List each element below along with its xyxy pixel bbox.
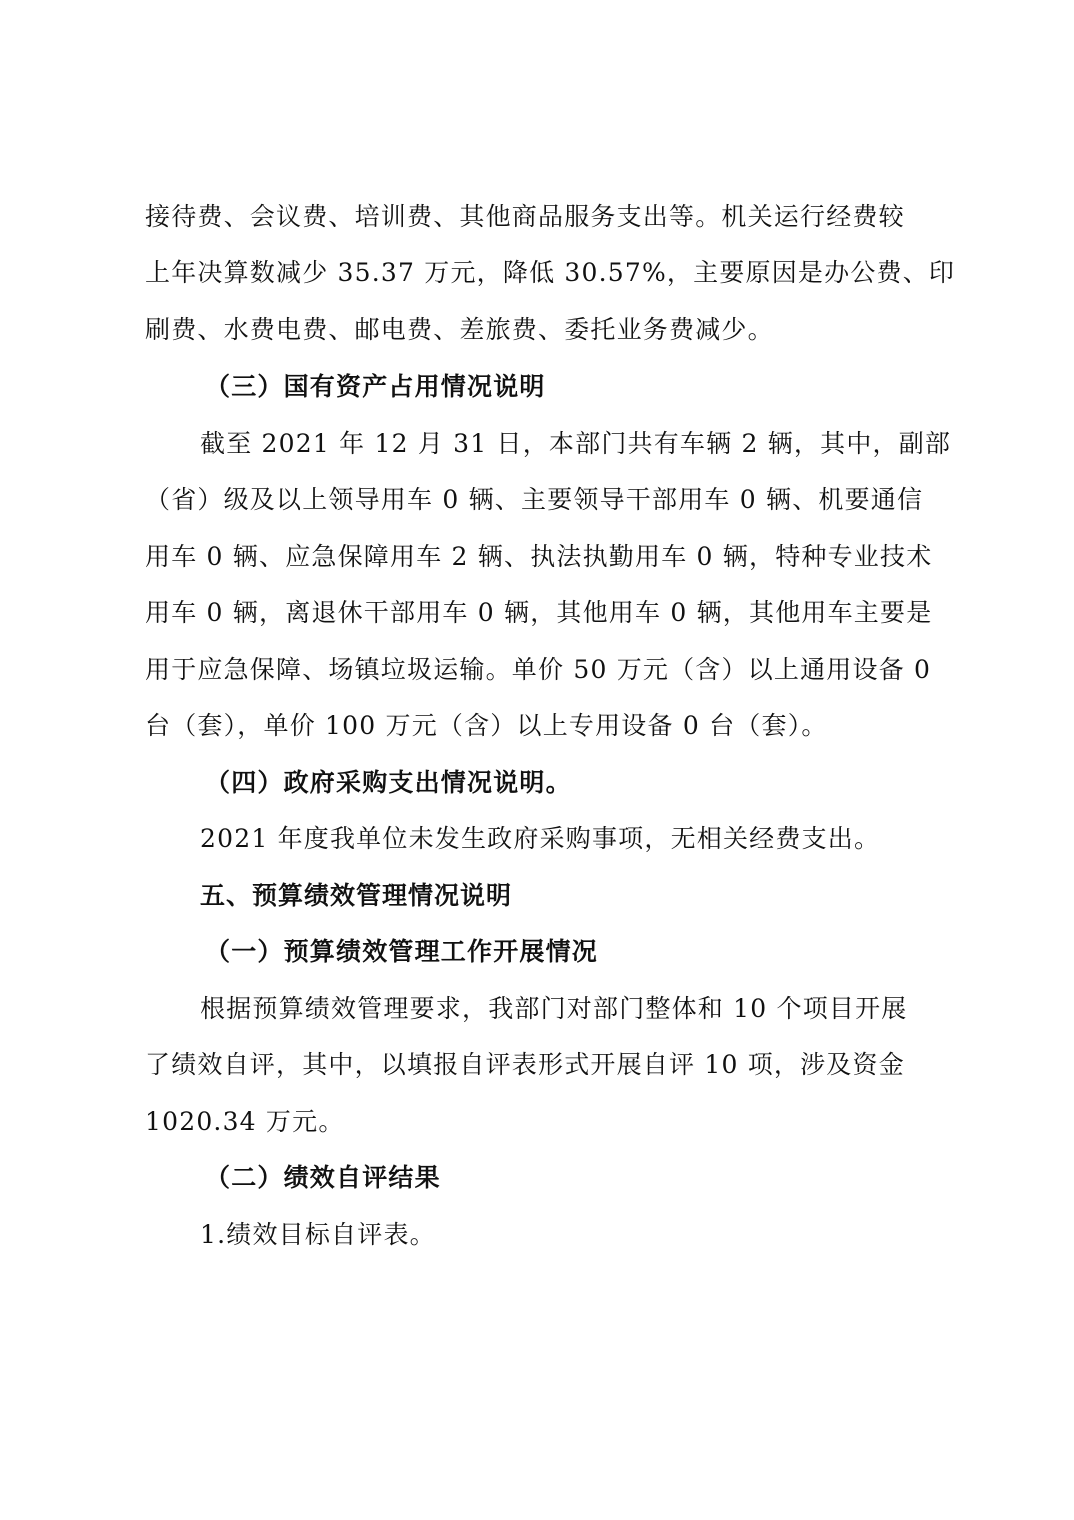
- paragraph-line: 了绩效自评，其中，以填报自评表形式开展自评 10 项，涉及资金: [145, 1050, 905, 1079]
- paragraph-line: 截至 2021 年 12 月 31 日，本部门共有车辆 2 辆，其中，副部: [200, 429, 952, 458]
- paragraph-line: 接待费、会议费、培训费、其他商品服务支出等。机关运行经费较: [145, 202, 905, 231]
- paragraph-line: 上年决算数减少 35.37 万元，降低 30.57%，主要原因是办公费、印: [145, 258, 956, 287]
- paragraph-line: （省）级及以上领导用车 0 辆、主要领导干部用车 0 辆、机要通信: [145, 485, 924, 514]
- paragraph-line: 用于应急保障、场镇垃圾运输。单价 50 万元（含）以上通用设备 0: [145, 655, 932, 684]
- paragraph-line: 刷费、水费电费、邮电费、差旅费、委托业务费减少。: [145, 315, 774, 344]
- section-heading-performance: 五、预算绩效管理情况说明: [200, 881, 513, 910]
- paragraph-line: 2021 年度我单位未发生政府采购事项，无相关经费支出。: [200, 824, 881, 853]
- section-heading-state-assets: （三）国有资产占用情况说明: [205, 372, 546, 401]
- paragraph-line: 根据预算绩效管理要求，我部门对部门整体和 10 个项目开展: [200, 994, 908, 1023]
- section-heading-procurement: （四）政府采购支出情况说明。: [205, 768, 572, 797]
- subsection-heading-self-evaluation: （二）绩效自评结果: [205, 1163, 441, 1192]
- paragraph-line: 台（套），单价 100 万元（含）以上专用设备 0 台（套）。: [145, 711, 828, 740]
- paragraph-line: 用车 0 辆，离退休干部用车 0 辆，其他用车 0 辆，其他用车主要是: [145, 598, 933, 627]
- subsection-heading-performance-work: （一）预算绩效管理工作开展情况: [205, 937, 599, 966]
- paragraph-line: 1020.34 万元。: [145, 1107, 345, 1136]
- paragraph-line: 用车 0 辆、应急保障用车 2 辆、执法执勤用车 0 辆，特种专业技术: [145, 542, 933, 571]
- list-item: 1.绩效目标自评表。: [200, 1220, 436, 1249]
